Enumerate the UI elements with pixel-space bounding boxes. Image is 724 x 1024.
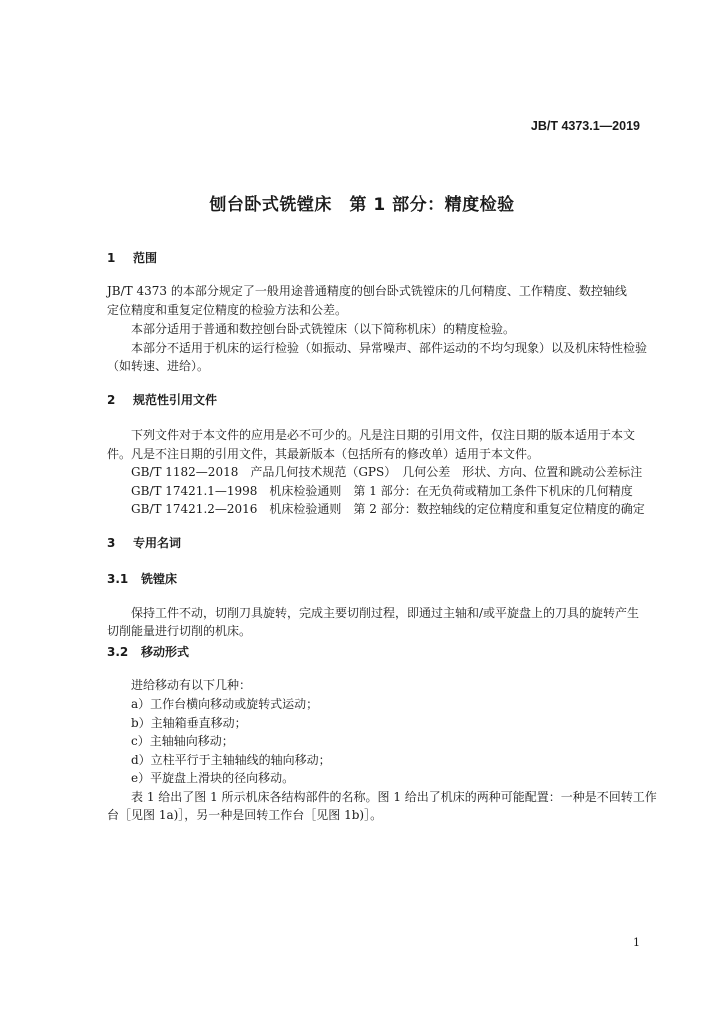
section-title: 范围	[133, 251, 158, 265]
subsection-3-2-heading	[107, 643, 189, 660]
section-title: 规范性引用文件	[133, 393, 218, 407]
subsection-number: 3.2	[107, 645, 129, 659]
section-number: 2	[107, 393, 116, 407]
list-item: a）工作台横向移动或旋转式运动；	[131, 697, 319, 711]
subsection-title: 移动形式	[141, 645, 190, 659]
paragraph-line: 保持工件不动，切削刀具旋转，完成主要切削过程，即通过主轴和/或平旋盘上的刀具的旋转产生	[131, 606, 640, 620]
reference-item: GB/T 1182—2018 产品几何技术规范（GPS） 几何公差 形状、方向、位置和跳动公差标注	[131, 465, 643, 479]
paragraph-line: 台［见图 1a)］，另一种是回转工作台［见图 1b)］。	[107, 808, 383, 822]
section-3-heading	[107, 534, 181, 551]
section-title: 专用名词	[133, 536, 182, 550]
document-title: 刨台卧式铣镗床 第 1 部分：精度检验	[209, 195, 515, 215]
reference-item: GB/T 17421.1—1998 机床检验通则 第 1 部分：在无负荷或精加工条件下机床的几何精度	[131, 484, 633, 498]
page-number: 1	[633, 936, 640, 949]
list-item: d）立柱平行于主轴轴线的轴向移动；	[131, 753, 331, 767]
paragraph-line: 本部分适用于普通和数控刨台卧式铣镗床（以下简称机床）的精度检验。	[131, 322, 516, 336]
paragraph-line: （如转速、进给）。	[107, 359, 210, 373]
subsection-title: 铣镗床	[141, 572, 178, 586]
list-item: c）主轴轴向移动；	[131, 734, 234, 748]
section-number: 1	[107, 251, 116, 265]
paragraph-line: 定位精度和重复定位精度的检验方法和公差。	[107, 303, 348, 317]
paragraph-line: 表 1 给出了图 1 所示机床各结构部件的名称。图 1 给出了机床的两种可能配置：一种是不回转工作	[131, 790, 657, 804]
list-item: b）主轴箱垂直移动；	[131, 716, 247, 730]
reference-item: GB/T 17421.2—2016 机床检验通则 第 2 部分：数控轴线的定位精度和重复定位精度的确定	[131, 502, 645, 516]
paragraph-line: 下列文件对于本文件的应用是必不可少的。凡是注日期的引用文件，仅注日期的版本适用于本文	[131, 428, 636, 442]
section-1-heading	[107, 249, 157, 266]
paragraph-line: 切削能量进行切削的机床。	[107, 624, 252, 638]
section-2-heading	[107, 391, 217, 408]
paragraph-line: 件。凡是不注日期的引用文件，其最新版本（包括所有的修改单）适用于本文件。	[107, 447, 540, 461]
subsection-3-1-heading	[107, 570, 177, 587]
standard-number: JB/T 4373.1—2019	[530, 119, 640, 133]
paragraph-line: 本部分不适用于机床的运行检验（如振动、异常噪声、部件运动的不均匀现象）以及机床特性检验	[131, 341, 648, 355]
paragraph-line: JB/T 4373 的本部分规定了一般用途普通精度的刨台卧式铣镗床的几何精度、工作精度、数控轴线	[107, 284, 627, 298]
paragraph-line: 进给移动有以下几种：	[131, 678, 252, 692]
subsection-number: 3.1	[107, 572, 129, 586]
list-item: e）平旋盘上滑块的径向移动。	[131, 771, 295, 785]
section-number: 3	[107, 536, 116, 550]
